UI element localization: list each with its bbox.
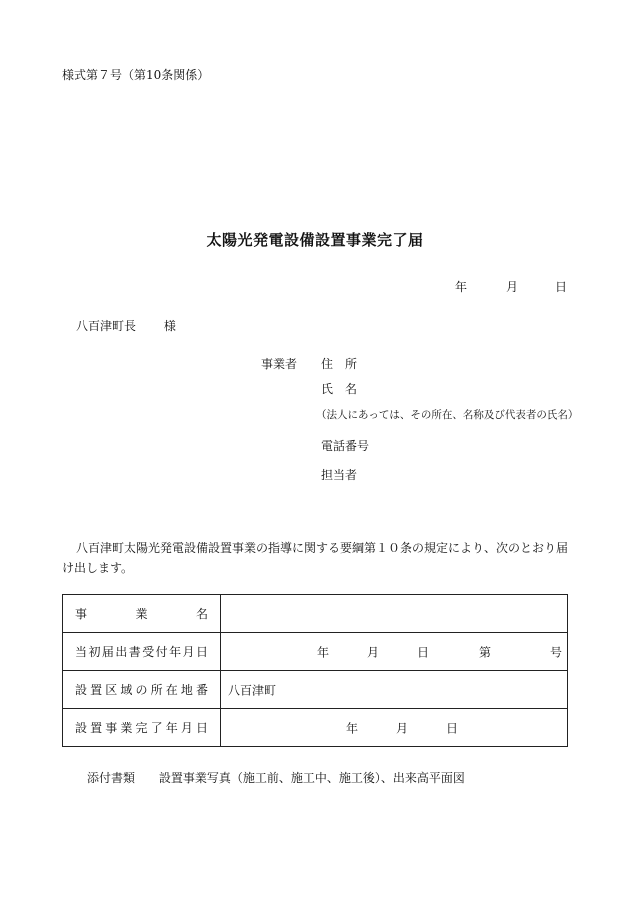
- completion-day-label: 日: [446, 721, 459, 735]
- date-year-label: 年: [455, 280, 468, 294]
- table-row: [63, 595, 568, 633]
- business-name-value[interactable]: [221, 595, 568, 633]
- receipt-number-prefix: 第: [479, 645, 492, 659]
- addressee-honorific: 様: [163, 319, 176, 333]
- initial-receipt-date-label: 当初届出書受付年月日: [63, 633, 221, 671]
- contact-person-label: 担当者: [321, 468, 358, 482]
- attachments-line: [87, 769, 465, 786]
- receipt-year-label: 年: [317, 645, 330, 659]
- document-title: 太陽光発電設備設置事業完了届: [206, 231, 424, 249]
- address-label: 住 所: [321, 357, 358, 371]
- receipt-number-suffix: 号: [550, 645, 563, 659]
- completion-month-label: 月: [396, 721, 409, 735]
- receipt-day-label: 日: [417, 645, 430, 659]
- phone-label: 電話番号: [321, 439, 370, 453]
- addressee-name: 八百津町長: [76, 319, 137, 333]
- attachments-value: 設置事業写真（施工前、施工中、施工後）、出来高平面図: [158, 771, 465, 785]
- table-row: [63, 671, 568, 709]
- site-location-town: 八百津町: [228, 683, 277, 697]
- site-location-label: 設置区域の所在地番: [63, 671, 221, 709]
- attachments-label: 添付書類: [87, 771, 136, 785]
- form-number: 様式第７号（第10条関係）: [62, 68, 210, 82]
- completion-date-label: 設置事業完了年月日: [63, 709, 221, 747]
- completion-year-label: 年: [346, 721, 359, 735]
- completion-date-value[interactable]: [221, 709, 568, 747]
- receipt-month-label: 月: [367, 645, 380, 659]
- table-row: [63, 709, 568, 747]
- completion-form-table: [62, 594, 568, 747]
- addressee: [76, 317, 176, 334]
- submitter-role: 事業者: [261, 357, 298, 371]
- business-name-label: 事業名: [63, 595, 221, 633]
- date-day-label: 日: [555, 280, 568, 294]
- corporate-note: （法人にあっては、その所在、名称及び代表者の氏名）: [316, 409, 579, 421]
- body-text: 八百津町太陽光発電設備設置事業の指導に関する要綱第１０条の規定により、次のとおり届け出します。: [62, 541, 569, 575]
- date-month-label: 月: [506, 280, 519, 294]
- site-location-value[interactable]: [221, 671, 568, 709]
- name-label: 氏 名: [321, 382, 358, 396]
- table-row: [63, 633, 568, 671]
- initial-receipt-date-value[interactable]: [221, 633, 568, 671]
